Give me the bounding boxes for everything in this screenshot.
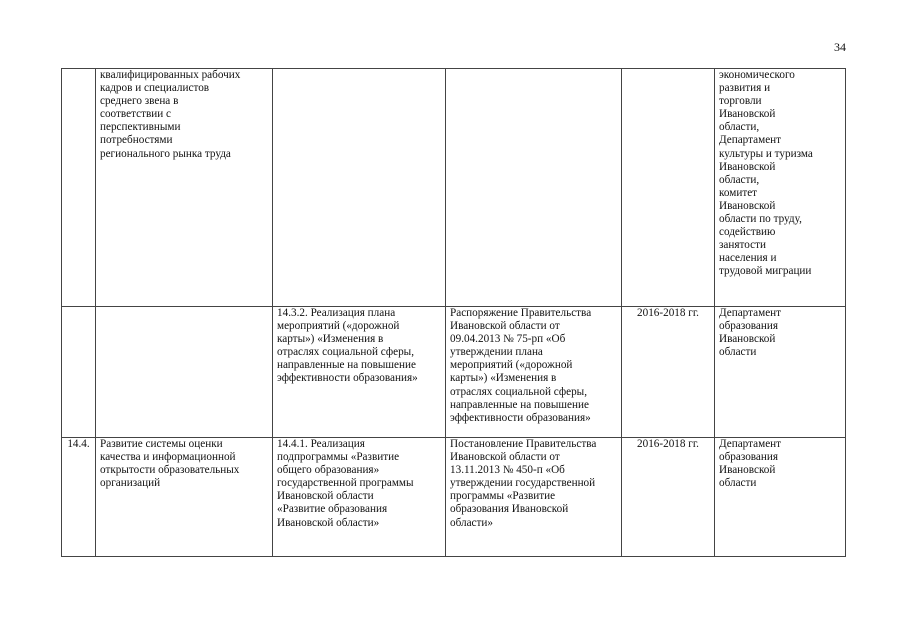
term-cell: 2016-2018 гг. [622, 438, 715, 557]
document-cell [446, 69, 622, 307]
task-cell: квалифицированных рабочих кадров и специалистов среднего звена в соответствии с перспективными потребностями регионального рынка труда [96, 69, 273, 307]
document-cell: Распоряжение Правительства Ивановской области от 09.04.2013 № 75-рп «Об утверждении плана мероприятий («дорожной карты») «Изменения в отраслях социальной сферы, направленные на повышение эффективности образования» [446, 307, 622, 438]
term-cell: 2016-2018 гг. [622, 307, 715, 438]
executor-cell: Департамент образования Ивановской области [715, 307, 846, 438]
page-number: 34 [834, 40, 846, 54]
program-table [61, 68, 846, 557]
executor-cell: экономического развития и торговли Ивановской области, Департамент культуры и туризма Ивановской области, комитет Ивановской области по труду, содействию занятости населения и трудовой миграции [715, 69, 846, 307]
executor-cell: Департамент образования Ивановской области [715, 438, 846, 557]
measure-cell: 14.3.2. Реализация плана мероприятий («дорожной карты») «Изменения в отраслях социальной сферы, направленные на повышение эффективности образования» [273, 307, 446, 438]
row-number-cell [62, 307, 96, 438]
document-cell: Постановление Правительства Ивановской области от 13.11.2013 № 450-п «Об утверждении государственной программы «Развитие образования Ивановской области» [446, 438, 622, 557]
measure-cell [273, 69, 446, 307]
measure-cell: 14.4.1. Реализация подпрограммы «Развитие общего образования» государственной программы Ивановской области «Развитие образования Ивановской области» [273, 438, 446, 557]
row-number-cell [62, 69, 96, 307]
task-cell [96, 307, 273, 438]
table-row [62, 307, 846, 438]
task-cell: Развитие системы оценки качества и информационной открытости образовательных организаций [96, 438, 273, 557]
term-cell [622, 69, 715, 307]
table-row [62, 438, 846, 557]
row-number-cell: 14.4. [62, 438, 96, 557]
table-row [62, 69, 846, 307]
